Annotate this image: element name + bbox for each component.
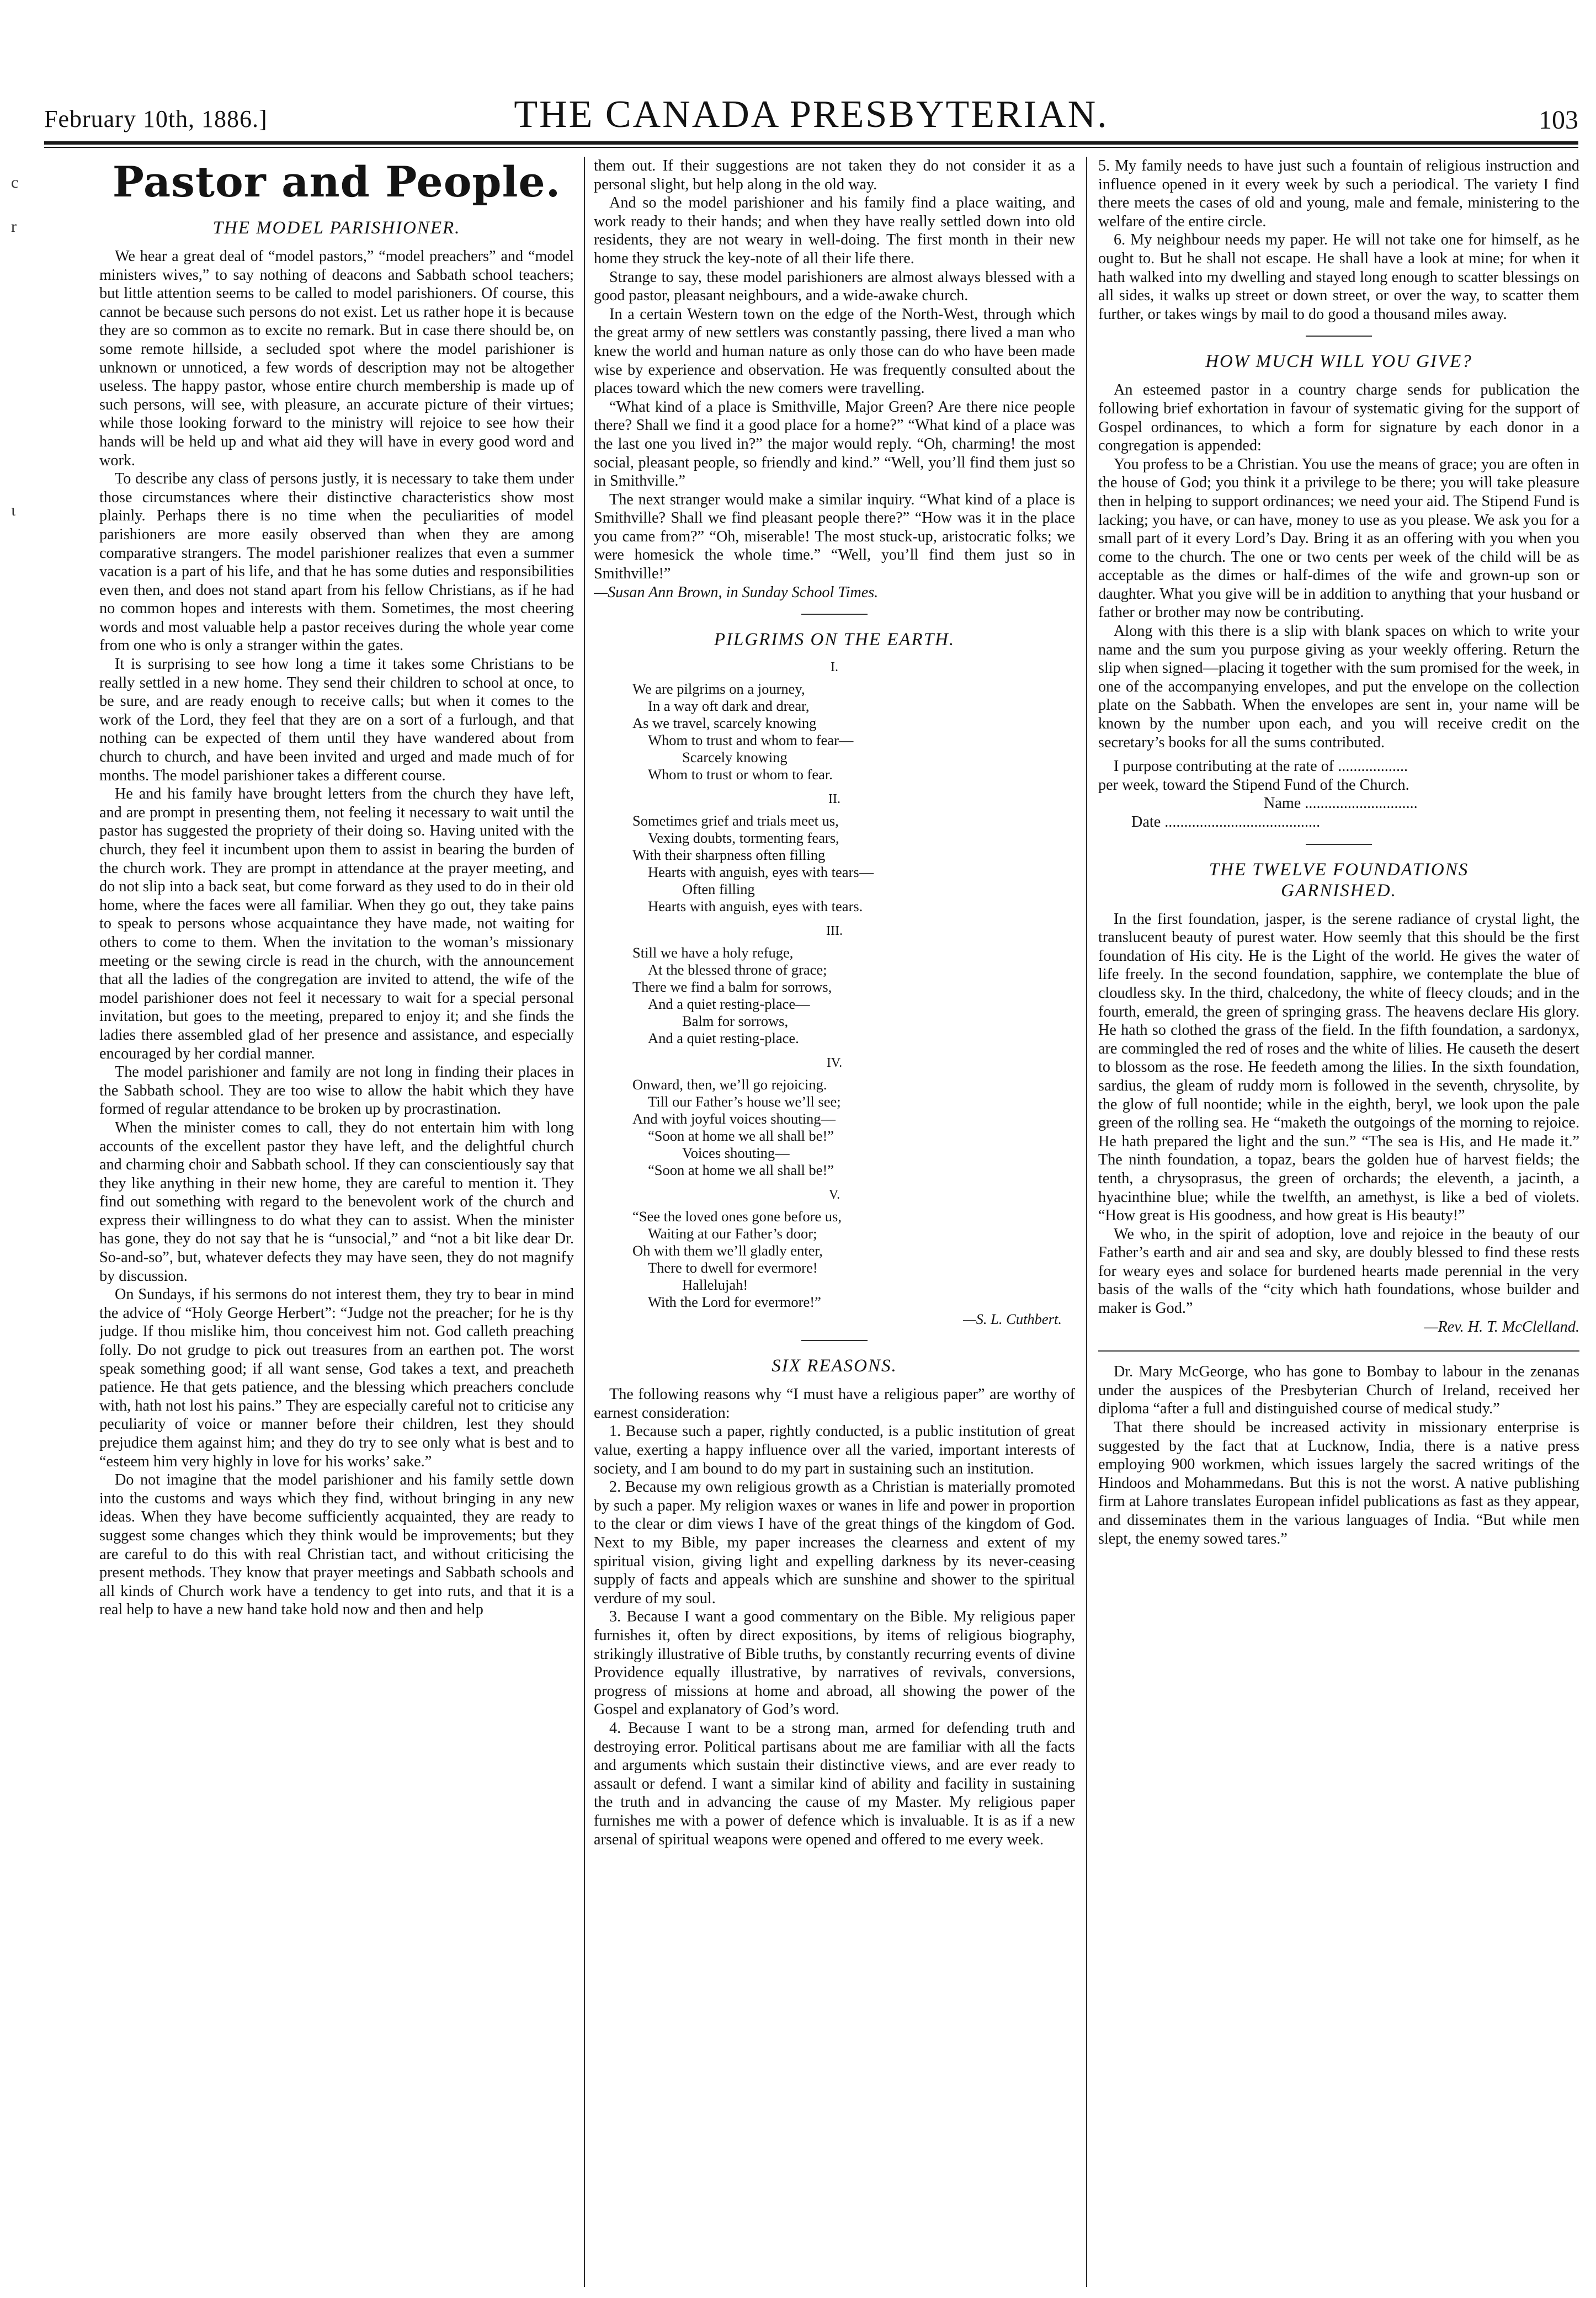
paragraph: On Sundays, if his sermons do not interest them, they try to bear in mind the advice of “Holy George Herbert”: “Judge not the preacher; for he is thy judge. If thou mislike him, thou conceivest him not. God calleth preaching folly. Do not grudge to pick out treasures from an earthen pot. The worst speak something good; if all want sense, God takes a text, and preacheth patience. He that gets patience, and the blessing which preachers conclude with, hath not lost his pains.” They are especially careful not to criticise any peculiarity of voice or manner before their children, lest they should prejudice them against him; and they do try to see only what is best and to “esteem him very highly in love for his works’ sake.” [99, 1286, 574, 1470]
poem-line: Voices shouting— [682, 1145, 790, 1162]
header-rule-thick [44, 141, 1578, 145]
article-title: GARNISHED. [1281, 880, 1397, 901]
issue-date: February 10th, 1886.] [44, 105, 268, 132]
margin-mark: ɩ [11, 501, 16, 519]
stanza-number: III. [826, 924, 843, 939]
poem [632, 659, 1075, 1328]
paragraph: Along with this there is a slip with blank spaces on which to write your name and the sum you purpose giving as your weekly offering. Return the slip when signed—placing it together with the sum promised for the week, in one of the accompanying envelopes, and put the envelope on the collection plate on the Sabbath. When the envelopes are sent in, your name will be known by the number upon each, and you will receive credit on the secretary’s books for all the sums contributed. [1098, 623, 1579, 751]
paragraph: An esteemed pastor in a country charge sends for publication the following brief exhortation in favour of systematic giving for the support of Gospel ordinances, to which a form for signature by each donor in a congregation is appended: [1098, 381, 1579, 455]
paragraph: Do not imagine that the model parishioner and his family settle down into the customs and ways which they find, without bringing in any new ideas. When they have become sufficiently acquainted, they are ready to suggest some changes which they think would be improvements; but they are careful to do this with real Christian tact, and without criticising the present methods. They know that prayer meetings and Sabbath schools and all kinds of Church work have a tendency to get into ruts, and that it is a real help to have a new hand take hold now and then and help [99, 1471, 574, 1619]
paragraph: When the minister comes to call, they do not entertain him with long accounts of the excellent pastor they have left, and the delightful church and charming choir and Sabbath school. If they can conscientiously say that they like anything in their new home, they are careful to mention it. They find out something with regard to the benevolent work of the church and express their willingness to do what they can to assist. When the minister has gone, they do not say that he is “unsocial,” and “not a bit like dear Dr. So-and-so”, but, whatever defects they may have seen, they do not magnify by discussion. [99, 1119, 574, 1285]
section-rule [1306, 336, 1372, 337]
section-rule [801, 1340, 868, 1341]
poem-line: We are pilgrims on a journey, [632, 680, 805, 698]
form-line: Name ............................. [1264, 795, 1418, 812]
poem-line: In a way oft dark and drear, [648, 698, 810, 715]
paragraph: 5. My family needs to have just such a fountain of religious instruction and influence opened in it every week by such a periodical. The variety I find there meets the cases of old and young, male and female, ministering to the welfare of the entire circle. [1098, 157, 1579, 230]
paragraph: The following reasons why “I must have a religious paper” are worthy of earnest consideration: [594, 1386, 1075, 1422]
column-divider [584, 157, 585, 2287]
paragraph: 4. Because I want to be a strong man, armed for defending truth and destroying error. Political partisans about me are familiar with all the facts and arguments which sustain their distinctive views, and are ever ready to assault or defend. I want a similar kind of ability and facility in sustaining the truth and in advancing the cause of my Master. My religious paper furnishes me with a power of defence which is invaluable. It is as if a new arsenal of spiritual weapons were opened and offered to me every week. [594, 1719, 1075, 1848]
article-signature: —Rev. H. T. McClelland. [1424, 1318, 1579, 1336]
paragraph: He and his family have brought letters from the church they have left, and are prompt in presenting them, not feeling it necessary to wait until the pastor has suggested the propriety of their doing so. Having united with the church, they feel it incumbent upon them to assist in bearing the burden of the church work. They are prompt in attendance at the prayer meeting, and do not slip into a back seat, but come forward as they used to do in their old home, where the faces were all familiar. When they go out, they take pains to speak to persons whose acquaintance they have made, not waiting for others to come to them. When the invitation to the woman’s missionary meeting or the sewing circle is read in the church, with the announcement that all the ladies of the congregation are invited to attend, the wife of the model parishioner does not feel it necessary to wait for a special personal invitation, but goes to the meeting, prepared to enjoy it; and she finds the ladies there assembled glad of her presence and assistance, and especially encouraged by her cordial manner. [99, 785, 574, 1062]
paragraph: We hear a great deal of “model pastors,” “model preachers” and “model ministers wives,” to say nothing of deacons and Sabbath school teachers; but little attention seems to be called to model parishioners. Of course, this cannot be because such persons do not exist. Let us rather hope it is because they are so common as to excite no remark. But in case there should be, on some remote hillside, a secluded spot where the model parishioner is unknown or unnoticed, a few words of description may not be altogether useless. The happy pastor, whose entire church membership is made up of such persons, will see, with pleasure, an accurate picture of their virtues; while those looking forward to the ministry will rejoice to see how their hands will be held up and what aid they will have in every good word and work. [99, 248, 574, 469]
poem-line: Whom to trust or whom to fear. [648, 766, 833, 783]
paragraph: Strange to say, these model parishioners are almost always blessed with a good pastor, pleasant neighbours, and a wide-awake church. [594, 268, 1075, 305]
paragraph: The model parishioner and family are not long in finding their places in the Sabbath school. They are too wise to allow the habit which they have formed of regular attendance to be broken up by procrastination. [99, 1063, 574, 1118]
form-line: per week, toward the Stipend Fund of the Church. [1098, 776, 1409, 794]
poem-line: “Soon at home we all shall be!” [648, 1127, 834, 1145]
stanza-number: II. [828, 792, 840, 807]
article-title: SIX REASONS. [772, 1356, 897, 1376]
margin-mark: c [11, 173, 19, 192]
paragraph: them out. If their suggestions are not taken they do not consider it as a personal slight, but help along in the old way. [594, 157, 1075, 193]
poem-line: As we travel, scarcely knowing [632, 715, 817, 732]
poem-line: Waiting at our Father’s door; [648, 1225, 817, 1242]
header-rule-thin [44, 147, 1578, 148]
paragraph: We who, in the spirit of adoption, love and rejoice in the beauty of our Father’s earth and air and sea and sky, are doubly blessed to find these rests for weary eyes and solace for burdened hearts made perennial in the very basis of the walls of the “city which hath foundations, whose builder and maker is God.” [1098, 1225, 1579, 1317]
poem-title: PILGRIMS ON THE EARTH. [714, 630, 955, 650]
stanza-number: V. [828, 1188, 840, 1203]
article-title: THE TWELVE FOUNDATIONS [1209, 859, 1469, 880]
column-2 [594, 157, 1075, 2287]
poem-line: With the Lord for evermore!” [648, 1294, 821, 1311]
poem-line: Vexing doubts, tormenting fears, [648, 829, 839, 847]
column-divider [1086, 157, 1087, 2287]
poem-line: Onward, then, we’ll go rejoicing. [632, 1076, 827, 1093]
poem-line: Sometimes grief and trials meet us, [632, 812, 839, 829]
form-line: I purpose contributing at the rate of .................. [1114, 758, 1408, 775]
section-rule [1306, 844, 1372, 845]
paragraph: The next stranger would make a similar inquiry. “What kind of a place is Smithville? Shall we find pleasant people there?” “How was it in the place you came from?” “Oh, miserable! The most stuck-up, aristocratic folks; we were homesick the whole time.” “Well, you’ll find them just so in Smithville!” [594, 491, 1075, 583]
paragraph: 6. My neighbour needs my paper. He will not take one for himself, as he ought to. But he shall not escape. He shall have a look at mine; for when it hath walked into my dwelling and stayed long enough to scatter blessings on all sides, it walks up street or down street, or over the way, to scatter them further, or takes wings by mail to do good a thousand miles away. [1098, 231, 1579, 323]
paragraph: 3. Because I want a good commentary on the Bible. My religious paper furnishes it, often by direct expositions, by items of religious biography, strikingly illustrative of Bible truths, by constantly recurring events of divine Providence equally illustrative, by narratives of revivals, conversions, progress of missions at home and abroad, all showing the power of the Gospel and explanatory of God’s word. [594, 1608, 1075, 1719]
section-rule [801, 614, 868, 615]
news-note: That there should be increased activity in missionary enterprise is suggested by the fact that at Lucknow, India, there is a native press employing 900 workmen, which issues largely the sacred writings of the Hindoos and Mohammedans. But this is not the worst. A native publishing firm at Lahore translates European infidel publications as fast as they appear, and disseminates them in the various languages of India. “But while men slept, the enemy sowed tares.” [1098, 1419, 1579, 1547]
page-number: 103 [1539, 105, 1578, 135]
column-1 [99, 157, 574, 2287]
poem-line: Till our Father’s house we’ll see; [648, 1093, 841, 1110]
news-note: Dr. Mary McGeorge, who has gone to Bombay to labour in the zenanas under the auspices of the Presbyterian Church of Ireland, received her diploma “after a full and distinguished course of medical study.” [1098, 1363, 1579, 1418]
column-3 [1098, 157, 1579, 2287]
pledge-form [1098, 757, 1579, 831]
paragraph: In a certain Western town on the edge of the North-West, through which the great army of new settlers was constantly passing, there lived a man who knew the world and human nature as only those can do who have been made wise by experience and observation. He was frequently consulted about the places toward which the new comers were travelling. [594, 305, 1075, 397]
article-title: THE MODEL PARISHIONER. [212, 218, 461, 238]
paragraph: 2. Because my own religious growth as a Christian is materially promoted by such a paper. My religion waxes or wanes in life and power in proportion to the clear or dim views I have of the great things of the kingdom of God. Next to my Bible, my paper increases the clearness and extent of my spiritual vision, giving light and expelling darkness by its never-ceasing supply of facts and appeals which are sunshine and shower to the spiritual verdure of my soul. [594, 1478, 1075, 1607]
paragraph: It is surprising to see how long a time it takes some Christians to be really settled in a new home. They send their children to school at once, to be sure, and are ready enough to receive calls; but when it comes to the work of the Lord, they feel that they are on a sort of a furlough, and that nothing can be expected of them until they have wandered about from church to church, and have been invited and urged and made much of for months. The model parishioner takes a different course. [99, 656, 574, 784]
paragraph: “What kind of a place is Smithville, Major Green? Are there nice people there? Shall we find it a good place for a home?” “What kind of a place was the last one you lived in?” the major would reply. “Oh, charming! the most social, pleasant people, so friendly and kind.” “Well, you’ll find them just so in Smithville.” [594, 398, 1075, 490]
poem-line: Balm for sorrows, [682, 1013, 789, 1030]
poem-line: And a quiet resting-place. [648, 1030, 799, 1047]
poem-line: “See the loved ones gone before us, [632, 1208, 842, 1225]
article-signature: —Susan Ann Brown, in Sunday School Times. [594, 583, 879, 601]
paragraph: To describe any class of persons justly, it is necessary to take them under those circumstances where their distinctive characteristics show most plainly. Perhaps there is no time when the peculiarities of model parishioners are more easily observed than when they are among comparative strangers. The model parishioner realizes that even a summer vacation is a part of his life, and that he has some duties and responsibilities even then, and does not stand apart from his fellow Christians, as if he had no common hopes and interests with them. Sometimes, the most cheering words and most valuable help a pastor receives during the whole year come from one who is only a stranger within the gates. [99, 470, 574, 655]
poem-line: Scarcely knowing [682, 749, 788, 766]
paragraph: In the first foundation, jasper, is the serene radiance of crystal light, the translucent beauty of purest water. How seemly that this should be the first foundation of His city. He is the Light of the world. He gives the water of life freely. In the second foundation, sapphire, we contemplate the blue of cloudless sky. In the third, chalcedony, the white of fleecy clouds; and in the fourth, emerald, the green of springing grass. The heavens declare His glory. He hath so clothed the grass of the field. In the fifth foundation, a sardonyx, are commingled the red of roses and the white of lilies. He causeth the desert to blossom as the rose. He feedeth among the lilies. In the sixth foundation, sardius, the gleam of ruddy morn is followed in the seventh, chrysolite, by the glow of full noontide; while in the eighth, beryl, we look upon the pale green of the rolling sea. He “maketh the outgoings of the morning to rejoice. He hath prepared the light and the sun.” “The sea is His, and He made it.” The ninth foundation, a topaz, bears the golden hue of harvest fields; the tenth, a chrysoprasus, the green of orchards; the eleventh, a jacinth, a hyacinthine blue; while the twelfth, an amethyst, is like a bed of violets. “How great is His goodness, and how great is His beauty!” [1098, 910, 1579, 1225]
article-title: HOW MUCH WILL YOU GIVE? [1205, 352, 1472, 372]
paragraph: And so the model parishioner and his family find a place waiting, and work ready to their hands; and when they have really settled down into old residents, they are not weary in well-doing. The first month in their new home they struck the key-note of all their life there. [594, 194, 1075, 267]
margin-mark: r [11, 217, 17, 236]
department-heading: Pastor and People. [112, 157, 561, 206]
poem-line: And with joyful voices shouting— [632, 1110, 836, 1127]
poem-line: “Soon at home we all shall be!” [648, 1162, 834, 1179]
poem-line: Hearts with anguish, eyes with tears— [648, 864, 874, 881]
poem-line: With their sharpness often filling [632, 847, 826, 864]
paragraph: You profess to be a Christian. You use the means of grace; you are often in the house of God; you think it a privilege to be there; you will take pleasure then in helping to support ordinances; we need your aid. The Stipend Fund is lacking; you have, or can have, money to use as you please. We ask you for a small part of it every Lord’s Day. Bring it as an offering with you when you come to the church. The one or two cents per week of the child will be as acceptable as the dimes or half-dimes of the wife and grown-up son or daughter. What you give will be in addition to anything that your husband or father or brother may now be contributing. [1098, 455, 1579, 621]
newspaper-title: THE CANADA PRESBYTERIAN. [514, 93, 1109, 136]
paragraph: 1. Because such a paper, rightly conducted, is a public institution of great value, exerting a happy influence over all the varied, important interests of society, and I am bound to do my part in sustaining such an institution. [594, 1423, 1075, 1477]
poem-line: Oh with them we’ll gladly enter, [632, 1242, 823, 1259]
poem-line: At the blessed throne of grace; [648, 961, 827, 978]
poem-line: Often filling [682, 881, 755, 898]
poem-line: And a quiet resting-place— [648, 996, 810, 1013]
section-rule [1098, 1350, 1579, 1352]
poem-signature: —S. L. Cuthbert. [963, 1311, 1062, 1328]
poem-line: Still we have a holy refuge, [632, 944, 794, 961]
poem-line: There we find a balm for sorrows, [632, 978, 832, 996]
poem-line: Whom to trust and whom to fear— [648, 732, 854, 749]
poem-line: There to dwell for evermore! [648, 1259, 818, 1276]
poem-line: Hallelujah! [682, 1276, 748, 1294]
stanza-number: IV. [826, 1056, 843, 1071]
stanza-number: I. [831, 660, 838, 675]
poem-line: Hearts with anguish, eyes with tears. [648, 898, 863, 915]
form-line: Date ........................................ [1131, 813, 1321, 831]
page-header [44, 93, 1578, 138]
